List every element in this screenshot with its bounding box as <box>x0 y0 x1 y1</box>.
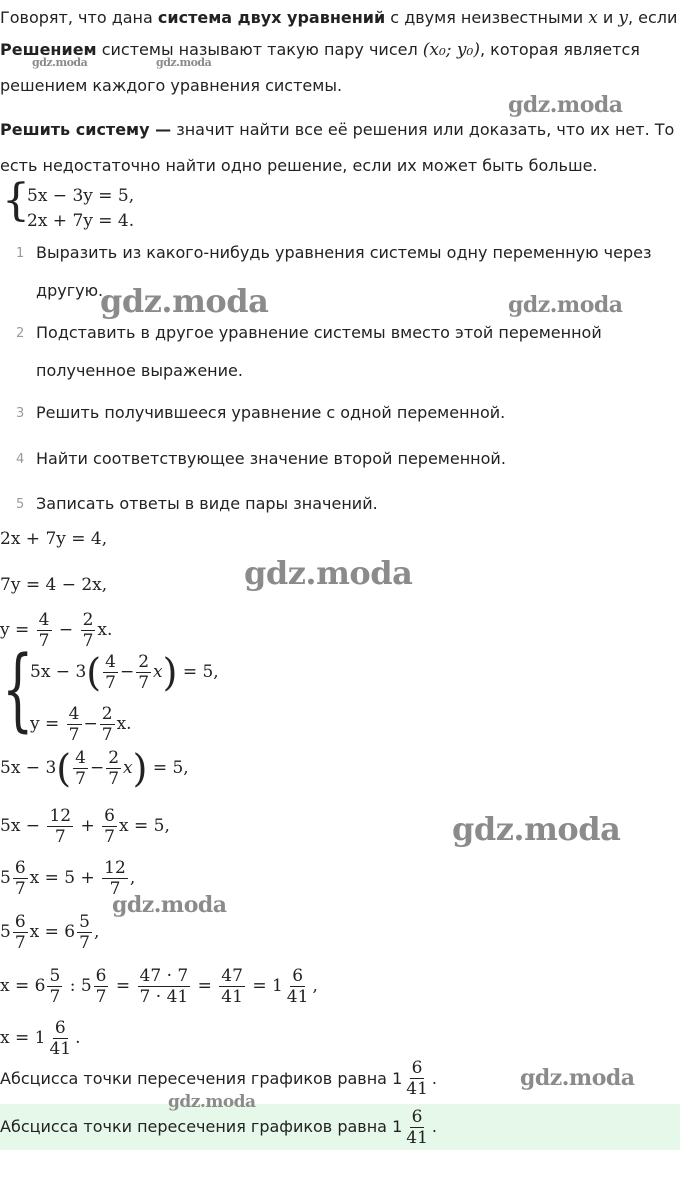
watermark: gdz.moda <box>244 554 413 592</box>
math-text: x. <box>97 620 113 640</box>
sub-system-eq-2 <box>30 704 132 745</box>
math-text: x = 1 <box>0 1028 46 1048</box>
intro-text: и <box>597 8 619 27</box>
intro-line-3: решением каждого уравнения системы. <box>0 76 343 95</box>
paren-close: ) <box>132 746 148 791</box>
watermark: gdz.moda <box>452 810 621 848</box>
fraction: $\frac{6}{7}$ <box>104 806 115 847</box>
fraction: $\frac{5}{7}$ <box>79 912 90 953</box>
math-text: = <box>115 976 131 996</box>
term-solve-system: Решить систему — <box>0 120 172 139</box>
math-text: . <box>431 1117 437 1136</box>
math-text: = 5, <box>182 662 219 682</box>
math-text: 5x − 3 <box>0 758 57 778</box>
math-text: . <box>431 1068 437 1088</box>
math-text: − <box>89 758 105 778</box>
paren-open: ( <box>86 650 102 695</box>
math-text: = <box>197 976 212 996</box>
work-line-9 <box>0 966 318 1007</box>
watermark: gdz.moda <box>100 282 269 320</box>
fraction: $\frac{6}{41}$ <box>406 1058 428 1099</box>
fraction: $\frac{2}{7}$ <box>138 652 150 693</box>
intro-text: значит найти все её решения или доказать, что их нет. То <box>171 120 675 139</box>
fraction: $\frac{6}{41}$ <box>286 966 309 1007</box>
term-solution: Решением <box>0 40 97 59</box>
fraction: $\frac{5}{7}$ <box>49 966 61 1007</box>
conclusion-text: Абсцисса точки пересечения графиков равна 1 <box>0 1068 403 1088</box>
math-text: x = 6 <box>29 922 76 942</box>
math-text: 5x − 3 <box>30 662 87 682</box>
paren-close: ) <box>162 650 178 695</box>
intro-text: системы называют такую пару чисел <box>96 40 423 59</box>
work-line-6 <box>0 806 170 847</box>
math-text: . <box>75 1028 81 1048</box>
step-text: другую. <box>36 281 104 300</box>
step-text: Найти соответствующее значение второй переменной. <box>36 449 506 468</box>
fraction: $\frac{4}{7}$ <box>105 652 116 693</box>
step-text: Подставить в другое уравнение системы вместо этой переменной <box>36 323 602 342</box>
watermark: gdz.moda <box>156 56 212 69</box>
watermark: gdz.moda <box>508 92 623 118</box>
system-brace: { <box>2 175 30 226</box>
intro-text: Говорят, что дана <box>0 8 158 27</box>
var-x: x <box>123 758 133 778</box>
fraction: $\frac{2}{7}$ <box>82 610 94 651</box>
math-text: : 5 <box>69 976 92 996</box>
step-text: Записать ответы в виде пары значений. <box>36 494 378 513</box>
math-text: − <box>119 662 135 682</box>
fraction: $\frac{6}{7}$ <box>95 966 107 1007</box>
intro-line-5: есть недостаточно найти одно решение, если их может быть больше. <box>0 156 598 175</box>
fraction: $\frac{6}{41}$ <box>49 1018 72 1059</box>
step-number: 3 <box>16 406 25 421</box>
math-text: x = 5 + <box>29 868 95 888</box>
math-text: = 1 <box>252 976 283 996</box>
fraction: $\frac{6}{7}$ <box>14 858 26 899</box>
math-text: , <box>129 868 136 888</box>
step-text: Решить получившееся уравнение с одной переменной. <box>36 403 506 422</box>
system-brace: { <box>2 637 34 742</box>
math-text: y = <box>0 620 30 640</box>
system-eq-2: 2x + 7y = 4. <box>27 211 135 231</box>
term-system: система двух уравнений <box>157 8 386 27</box>
work-line-2: 7y = 4 − 2x, <box>0 575 108 595</box>
step-text: полученное выражение. <box>36 361 243 380</box>
fraction: $\frac{12}{7}$ <box>104 858 126 899</box>
math-text: = 5, <box>152 758 189 778</box>
var-x: x <box>153 662 163 682</box>
system-eq-1: 5x − 3y = 5, <box>27 186 135 206</box>
paren-open: ( <box>56 746 72 791</box>
work-line-10 <box>0 1018 81 1059</box>
fraction: $\frac{4}{7}$ <box>38 610 50 651</box>
math-text: , <box>93 922 100 942</box>
math-text: x = 6 <box>0 976 46 996</box>
math-text: − <box>58 620 74 640</box>
fraction: $\frac{4}{7}$ <box>75 748 86 789</box>
intro-text: , которая является <box>479 40 640 59</box>
watermark: gdz.moda <box>32 56 88 69</box>
watermark: gdz.moda <box>508 292 623 318</box>
math-text: + <box>80 816 95 836</box>
math-text: x. <box>116 714 132 734</box>
watermark: gdz.moda <box>168 1092 256 1112</box>
fraction: $\frac{2}{7}$ <box>108 748 120 789</box>
intro-text: с двумя неизвестными <box>385 8 589 27</box>
fraction: $\frac{12}{7}$ <box>49 806 72 847</box>
math-text: x = 5, <box>119 816 170 836</box>
math-text: 5 <box>0 922 11 942</box>
var-x: x <box>588 8 598 28</box>
intro-text: , если <box>627 8 678 27</box>
fraction: $\frac{6}{7}$ <box>14 912 26 953</box>
pair-x0-y0: (x₀; y₀) <box>422 40 480 60</box>
math-text: − <box>83 714 98 734</box>
step-text: Выразить из какого-нибудь уравнения системы одну переменную через <box>36 243 652 262</box>
step-number: 4 <box>16 452 25 467</box>
fraction: $\frac{47 \cdot 7}{7 \cdot 41}$ <box>139 966 189 1007</box>
fraction: $\frac{6}{41}$ <box>406 1106 428 1148</box>
watermark: gdz.moda <box>112 892 227 918</box>
var-y: y <box>618 8 628 28</box>
fraction: $\frac{4}{7}$ <box>68 704 80 745</box>
work-line-1: 2x + 7y = 4, <box>0 529 108 549</box>
math-text: 5x − <box>0 816 41 836</box>
fraction: $\frac{2}{7}$ <box>101 704 113 745</box>
sub-system-eq-1 <box>30 652 219 693</box>
math-text: 5 <box>0 868 11 888</box>
work-line-5 <box>0 748 189 789</box>
step-number: 2 <box>16 326 25 341</box>
watermark: gdz.moda <box>520 1065 635 1091</box>
step-number: 1 <box>16 246 25 261</box>
intro-line-4 <box>0 120 674 140</box>
intro-line-1 <box>0 8 677 28</box>
math-text: y = <box>30 714 60 734</box>
fraction: $\frac{47}{41}$ <box>221 966 243 1007</box>
intro-line-2 <box>0 40 640 60</box>
work-line-8 <box>0 912 99 953</box>
answer-text: Абсцисса точки пересечения графиков равна 1 <box>0 1117 403 1136</box>
step-number: 5 <box>16 497 25 512</box>
math-text: , <box>312 976 318 996</box>
